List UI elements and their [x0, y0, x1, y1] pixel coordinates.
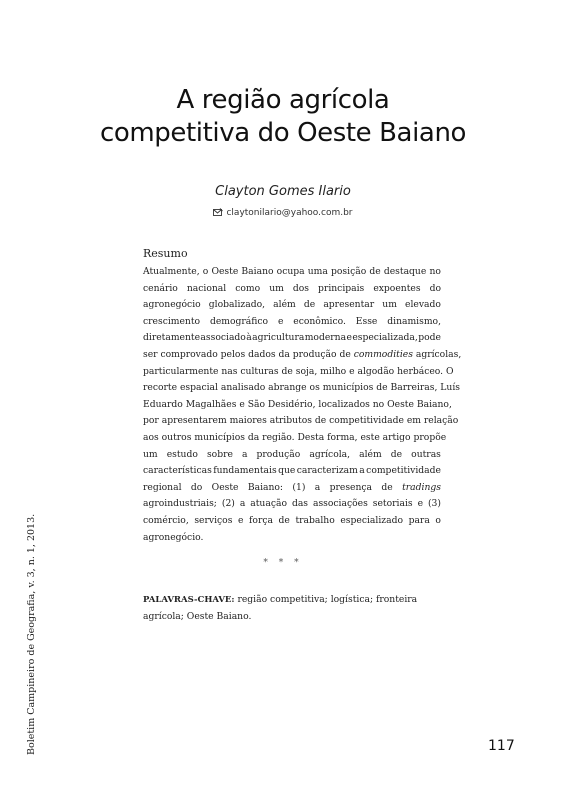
abstract-text: agronegócio [143, 299, 201, 311]
article-title-line-1: A região agrícola [176, 85, 390, 115]
abstract-text: dos [292, 282, 310, 294]
abstract-text: além [359, 448, 382, 460]
abstract-text: demográfico [209, 315, 269, 327]
abstract-text: além [273, 299, 296, 311]
abstract-text: o [202, 266, 209, 277]
abstract-text: especializada, [352, 332, 418, 344]
abstract-text: globalizado, [208, 299, 266, 311]
article-title-line-2: competitiva do Oeste Baiano [99, 118, 467, 148]
abstract-line [143, 413, 459, 430]
abstract-text: a [314, 481, 321, 493]
author-email [0, 208, 566, 218]
abstract-text: outras [411, 448, 441, 460]
abstract-text: das [291, 498, 309, 510]
abstract-text: a [359, 465, 365, 477]
abstract-heading: Resumo [143, 247, 188, 260]
abstract-line [143, 364, 454, 381]
abstract-line [143, 496, 441, 513]
abstract-text: Eduardo Magalhães e São Desidério, localizados no Oeste Baiano, [143, 398, 452, 410]
abstract-text: setoriais [372, 498, 413, 510]
article-title [0, 84, 566, 150]
abstract-text: de [369, 266, 381, 277]
abstract-text: posição [331, 266, 367, 277]
abstract-text: Esse [355, 315, 378, 327]
abstract-text: trabalho [295, 514, 335, 526]
abstract-text: Baiano: [247, 481, 284, 493]
abstract-text: tradings [402, 481, 441, 493]
abstract-text: serviços [194, 514, 233, 526]
abstract-text: de [303, 299, 316, 311]
abstract-text: Oeste [211, 266, 239, 277]
abstract-text: que [278, 465, 296, 477]
abstract-text: agrícola, [309, 448, 351, 460]
abstract-text: atuação [250, 498, 287, 510]
abstract-line [143, 430, 447, 447]
abstract-text: elevado [405, 299, 441, 311]
abstract-text: do [190, 481, 203, 493]
abstract-text: associações [312, 498, 368, 510]
abstract-text: uma [307, 266, 328, 277]
abstract-text: Oeste [211, 481, 239, 493]
abstract-text: Baiano [241, 266, 274, 277]
envelope-icon [213, 208, 223, 217]
abstract-line [143, 530, 441, 547]
section-separator: * * * [263, 558, 303, 568]
journal-citation-sidebar: Boletim Campineiro de Geografia, v. 3, n. 1, 2013. [26, 513, 37, 755]
author-name: Clayton Gomes Ilario [215, 184, 351, 199]
abstract-text: um [382, 299, 397, 311]
abstract-text: de [381, 481, 393, 493]
abstract-text: fundamentais [213, 465, 277, 477]
keywords-text: região competitiva; logística; fronteira agrícola; Oeste Baiano. [143, 594, 418, 622]
abstract-line [143, 330, 441, 347]
abstract-text: à [246, 332, 252, 344]
abstract-text: especializado [340, 514, 403, 526]
abstract-text: estudo [166, 448, 198, 460]
abstract-text: agrícolas, [412, 348, 462, 360]
abstract-body [143, 264, 462, 546]
abstract-text: de [278, 514, 290, 526]
keywords [143, 592, 443, 625]
abstract-text: competitividade [366, 465, 441, 477]
abstract-text: diretamente [143, 332, 201, 344]
abstract-text: para [408, 514, 430, 526]
abstract-text: particularmente nas culturas de soja, milho e algodão herbáceo. O [143, 365, 454, 377]
abstract-text: presença [329, 481, 373, 493]
abstract-text: agronegócio. [143, 531, 204, 543]
abstract-text: caracterizam [296, 465, 358, 477]
abstract-line [143, 513, 441, 530]
abstract-text: e [277, 315, 284, 327]
abstract-text: do [429, 282, 441, 294]
abstract-text: de [390, 448, 403, 460]
abstract-text: por apresentarem maiores atributos de competitividade em relação [143, 415, 459, 427]
abstract-text: a [241, 448, 248, 460]
abstract-text: associado [200, 332, 246, 344]
abstract-text: econômico. [293, 315, 346, 327]
abstract-text: produção [256, 448, 301, 460]
abstract-text: agricultura [252, 332, 305, 344]
abstract-text: recorte espacial analisado abrange os municípios de Barreiras, Luís [143, 382, 460, 394]
abstract-text: agroindustriais; [143, 498, 217, 510]
abstract-text: e [238, 514, 244, 526]
abstract-text: o [435, 514, 441, 526]
abstract-text: principais [318, 282, 365, 294]
abstract-text: (3) [427, 498, 441, 510]
abstract-text: no [429, 266, 441, 277]
abstract-text: nacional [186, 282, 227, 294]
abstract-line [143, 463, 441, 480]
abstract-text: características [143, 465, 212, 477]
abstract-text: comércio, [143, 514, 189, 526]
author-email-text: claytonilario@yahoo.com.br [226, 208, 353, 218]
abstract-line [143, 281, 441, 298]
abstract-text: (2) [221, 498, 235, 510]
abstract-text: pode [418, 332, 441, 344]
abstract-text: (1) [292, 481, 306, 493]
abstract-line [143, 347, 462, 364]
abstract-text: dinamismo, [387, 315, 441, 327]
abstract-text: ser comprovado pelos dados da produção de [143, 348, 354, 360]
page-number: 117 [488, 738, 515, 754]
abstract-text: regional [143, 481, 182, 493]
abstract-text: a [239, 498, 246, 510]
abstract-text: cenário [143, 282, 178, 294]
abstract-text: como [235, 282, 261, 294]
abstract-line [143, 380, 460, 397]
abstract-text: moderna [304, 332, 347, 344]
abstract-text: destaque [383, 266, 427, 277]
abstract-text: apresentar [323, 299, 375, 311]
abstract-text: aos outros municípios da região. Desta forma, este artigo propõe [143, 431, 447, 443]
abstract-text: ocupa [276, 266, 305, 277]
abstract-text: e [417, 498, 423, 510]
abstract-line [143, 297, 441, 314]
abstract-line [143, 480, 441, 497]
abstract-text: expoentes [373, 282, 421, 294]
abstract-text: e [346, 332, 352, 344]
abstract-text: sobre [206, 448, 233, 460]
abstract-line [143, 447, 441, 464]
abstract-text: crescimento [143, 315, 201, 327]
abstract-text: um [143, 448, 158, 460]
abstract-text: força [249, 514, 273, 526]
abstract-text: Atualmente, [143, 266, 200, 277]
abstract-line [143, 397, 452, 414]
abstract-text: um [269, 282, 284, 294]
abstract-line [143, 264, 441, 281]
keywords-label: PALAVRAS-CHAVE: [143, 595, 235, 605]
abstract-text: commodities [353, 348, 413, 360]
abstract-line [143, 314, 441, 331]
